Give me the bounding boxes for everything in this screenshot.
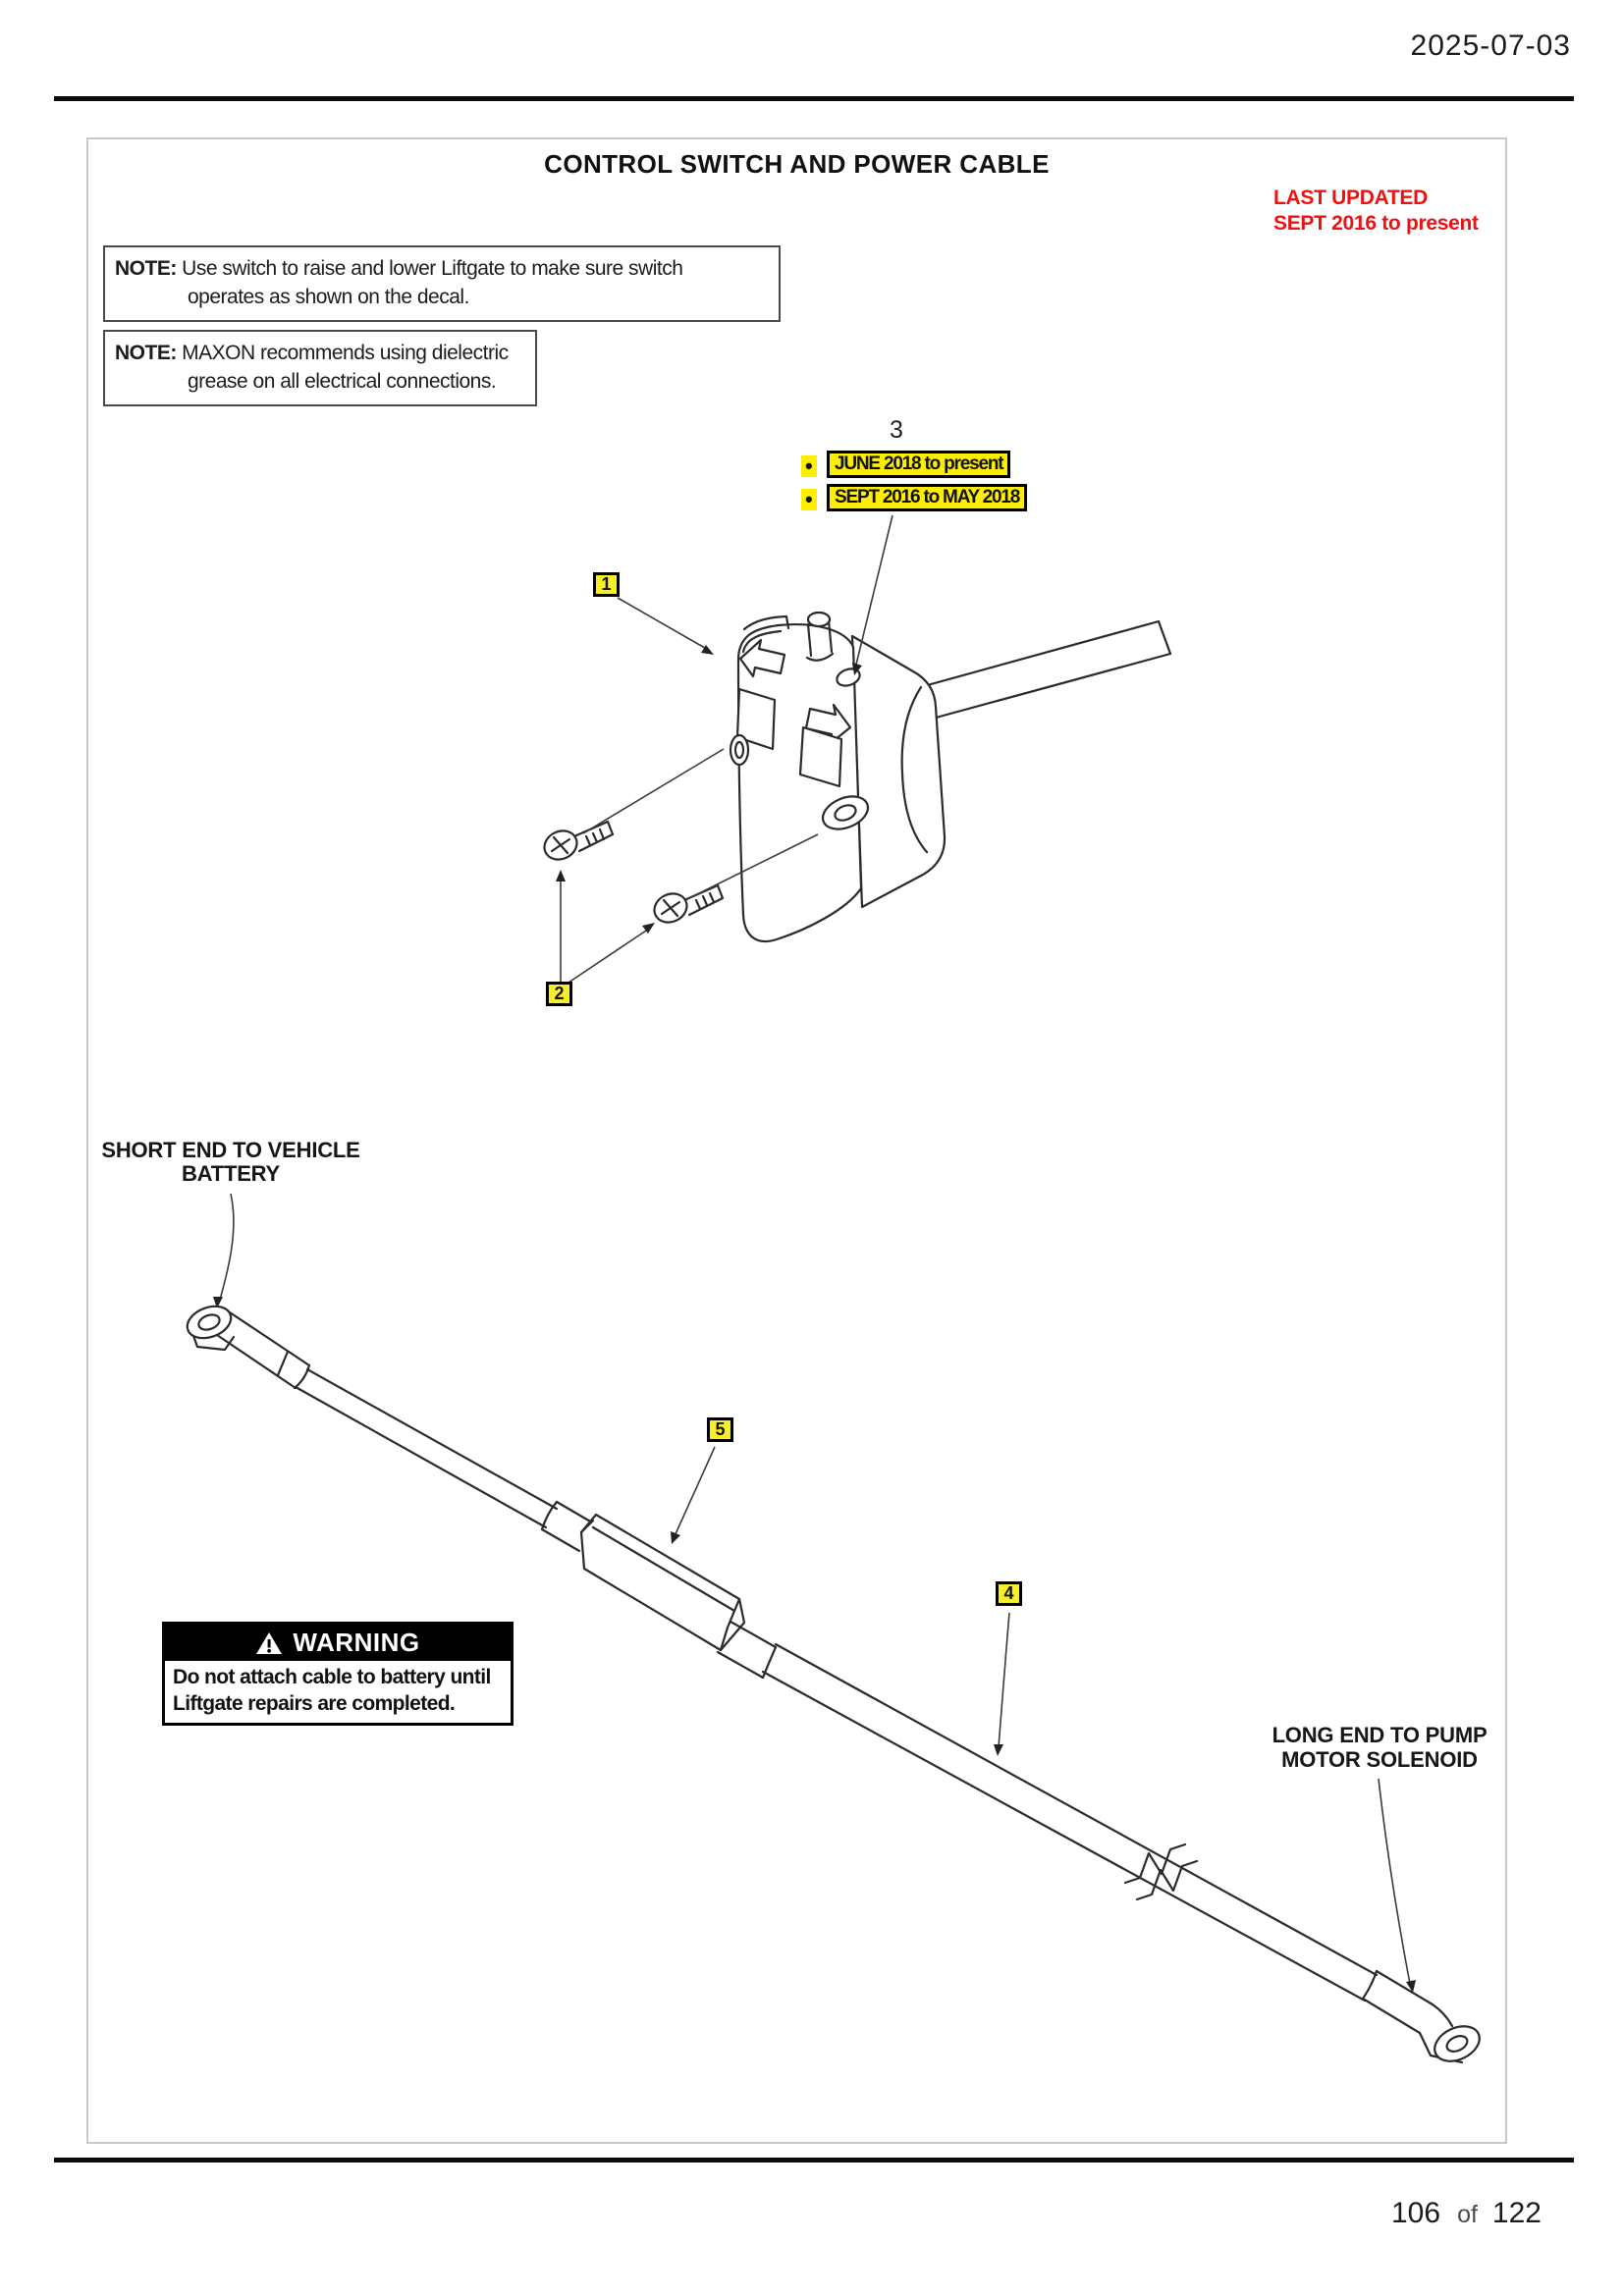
bullet-icon: •	[801, 455, 817, 477]
note-text-continued: grease on all electrical connections.	[188, 370, 497, 393]
revision-highlight-june2018: JUNE 2018 to present	[827, 451, 1010, 478]
last-updated-line1: LAST UPDATED	[1273, 187, 1429, 209]
callout-1-badge: 1	[593, 572, 620, 597]
warning-icon	[255, 1630, 283, 1656]
warning-line1: Do not attach cable to battery until	[173, 1666, 491, 1688]
bullet-icon: •	[801, 489, 817, 510]
battery-end-label-line2: BATTERY	[181, 1161, 281, 1186]
page-of-label: of	[1457, 2201, 1478, 2228]
last-updated-line2: SEPT 2016 to present	[1273, 212, 1479, 235]
note-text: MAXON recommends using dielectric	[182, 342, 509, 364]
solenoid-end-label-line2: MOTOR SOLENOID	[1281, 1747, 1478, 1772]
callout-5-badge: 5	[707, 1417, 733, 1442]
callout-2-badge: 2	[546, 982, 572, 1006]
note-label: NOTE:	[115, 257, 177, 280]
solenoid-end-label-line1: LONG END TO PUMP	[1271, 1723, 1488, 1747]
callout-4-badge: 4	[996, 1581, 1022, 1606]
leader-line	[583, 749, 724, 833]
note-text-continued: operates as shown on the decal.	[188, 286, 469, 308]
warning-box	[162, 1622, 514, 1726]
note-label: NOTE:	[115, 342, 177, 364]
screw-icon	[540, 822, 613, 865]
warning-header	[165, 1625, 511, 1661]
battery-end-label-line1: SHORT END TO VEHICLE	[101, 1138, 360, 1162]
solenoid-terminal	[1420, 2004, 1486, 2068]
control-switch-drawing	[730, 613, 1170, 941]
page-total: 122	[1491, 2197, 1542, 2229]
warning-title: WARNING	[293, 1628, 420, 1657]
note-text: Use switch to raise and lower Liftgate to make sure switch	[182, 257, 683, 280]
screw-icon	[650, 885, 723, 928]
cable-break-icon	[1125, 1844, 1197, 1899]
page-title: CONTROL SWITCH AND POWER CABLE	[544, 149, 1050, 179]
callout-3-number: 3	[890, 416, 903, 444]
revision-highlight-sept2016: SEPT 2016 to MAY 2018	[827, 484, 1027, 511]
fuse-holder	[581, 1515, 744, 1650]
page-date: 2025-07-03	[1410, 29, 1571, 62]
page-number: 106	[1391, 2197, 1441, 2229]
warning-message	[165, 1661, 511, 1723]
warning-line2: Liftgate repairs are completed.	[173, 1692, 456, 1715]
